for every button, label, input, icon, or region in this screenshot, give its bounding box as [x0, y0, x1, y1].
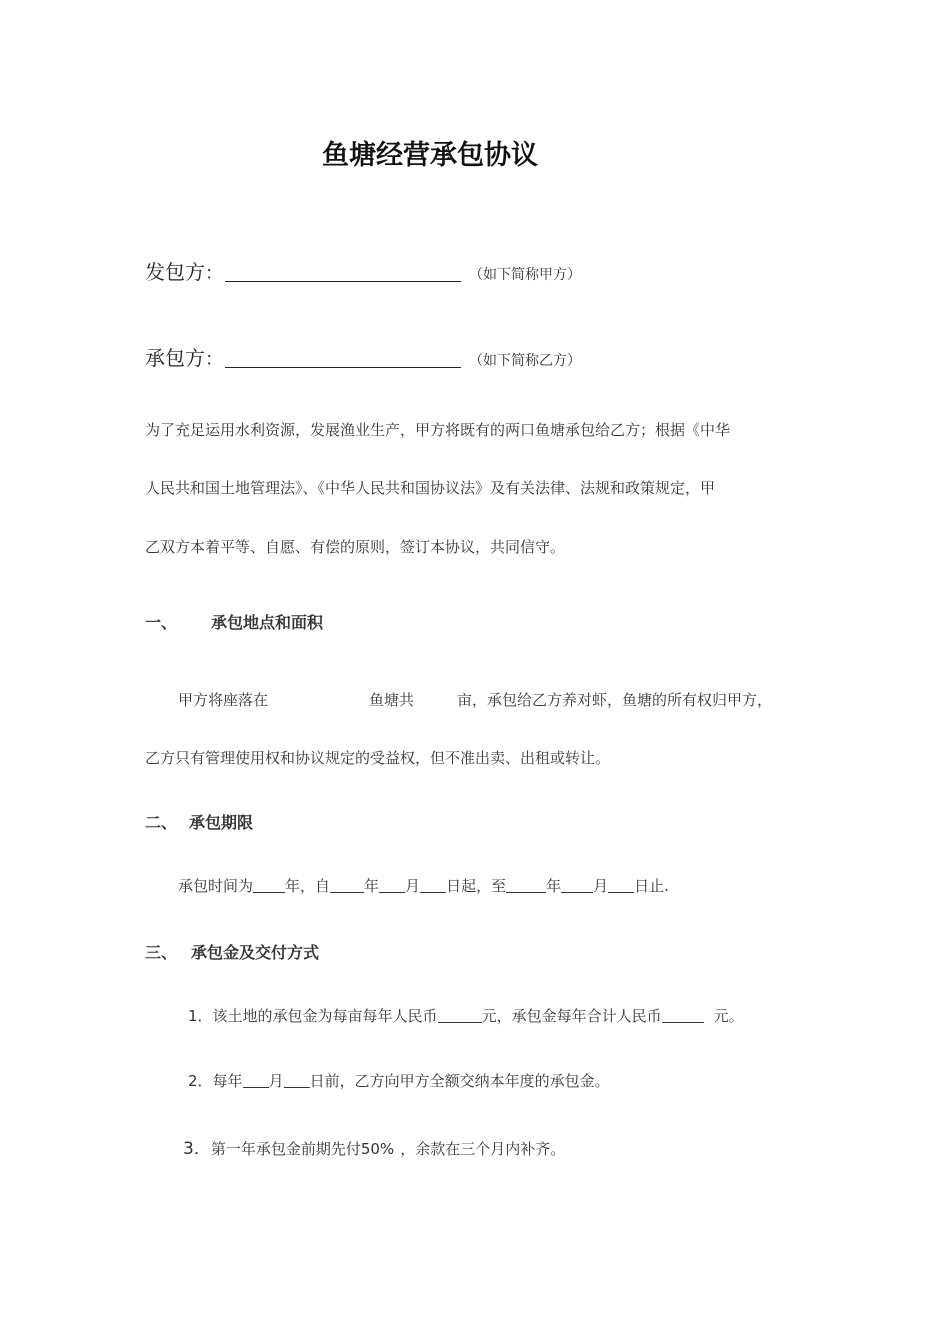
- section-3-item-1: [188, 1005, 744, 1026]
- party-a-label: 发包方: [145, 260, 205, 284]
- section-3-item-2: [188, 1070, 610, 1091]
- payment-day-blank: [284, 1072, 310, 1088]
- section-1-title: 承包地点和面积: [211, 613, 324, 632]
- payment-month-blank: [243, 1072, 269, 1088]
- end-year-blank: [506, 877, 546, 893]
- item-3-number: 3．: [183, 1139, 211, 1159]
- item-2-text-a: 每年: [212, 1072, 243, 1090]
- section-3-item-3: [183, 1134, 565, 1159]
- item-1-text-a: 该土地的承包金为每亩每年人民币: [212, 1007, 438, 1025]
- term-text-0: 承包时间为: [178, 877, 254, 895]
- start-month-blank: [379, 877, 405, 893]
- item-2-text-c: 日前，乙方向甲方全额交纳本年度的承包金。: [309, 1072, 610, 1090]
- item-1-text-c: 元。: [713, 1007, 744, 1025]
- section-3-heading: [145, 940, 319, 963]
- intro-line-3: 乙双方本着平等、自愿、有偿的原则，签订本协议，共同信守。: [145, 538, 566, 556]
- intro-line-1: 为了充足运用水利资源，发展渔业生产，甲方将既有的两口鱼塘承包给乙方；根据《中华: [145, 421, 731, 439]
- section-3-number: 三、: [145, 943, 178, 962]
- section-1-heading: [145, 610, 323, 633]
- term-text-2: 年: [364, 877, 380, 895]
- item-1-number: 1．: [188, 1007, 213, 1025]
- section-2-term-line: [178, 875, 669, 896]
- section-1-line-2: 乙方只有管理使用权和协议规定的受益权，但不准出卖、出租或转让。: [145, 749, 611, 767]
- end-month-blank: [561, 877, 593, 893]
- party-a-blank: [225, 261, 461, 282]
- item-3-text-a: 第一年承包金前期先付: [210, 1140, 361, 1158]
- s1-text-a: 甲方将座落在: [178, 691, 269, 709]
- start-day-blank: [420, 877, 446, 893]
- party-b-row: [145, 342, 581, 371]
- item-2-number: 2．: [188, 1072, 213, 1090]
- term-text-1: 年，自: [285, 877, 331, 895]
- party-b-colon: ：: [205, 349, 223, 370]
- party-b-label: 承包方: [145, 346, 205, 370]
- location-blank: [268, 692, 369, 707]
- rent-per-mu-blank: [438, 1007, 482, 1023]
- s1-text-b: 鱼塘共: [369, 691, 415, 709]
- party-a-note: （如下简称甲方）: [469, 267, 581, 283]
- section-2-title: 承包期限: [189, 813, 254, 832]
- term-text-5: 年: [546, 877, 562, 895]
- rent-total-blank: [662, 1007, 704, 1023]
- area-blank: [414, 692, 457, 707]
- party-a-row: [145, 256, 581, 285]
- party-b-note: （如下简称乙方）: [469, 353, 581, 369]
- term-text-6: 月: [593, 877, 609, 895]
- term-years-blank: [253, 877, 285, 893]
- party-a-colon: ：: [205, 263, 223, 284]
- item-1-text-b: 元，承包金每年合计人民币: [481, 1007, 662, 1025]
- end-day-blank: [608, 877, 634, 893]
- item-2-text-b: 月: [268, 1072, 284, 1090]
- section-3-title: 承包金及交付方式: [191, 943, 320, 962]
- term-text-7: 日止.: [634, 877, 669, 895]
- item-3-text-b: ，余款在三个月内补齐。: [400, 1140, 566, 1158]
- section-1-number: 一、: [145, 613, 178, 632]
- party-b-blank: [225, 347, 461, 368]
- section-2-number: 二、: [145, 813, 178, 832]
- section-1-line-1: [178, 689, 772, 710]
- item-3-percent: 50%: [360, 1140, 395, 1158]
- intro-line-2: 人民共和国土地管理法》、《中华人民共和国协议法》及有关法律、法规和政策规定，甲: [145, 479, 716, 497]
- term-text-3: 月: [405, 877, 421, 895]
- start-year-blank: [330, 877, 364, 893]
- s1-text-c: 亩，承包给乙方养对虾，鱼塘的所有权归甲方，: [457, 691, 773, 709]
- section-2-heading: [145, 810, 253, 833]
- term-text-4: 日起，至: [446, 877, 507, 895]
- document-title: 鱼塘经营承包协议: [322, 140, 538, 171]
